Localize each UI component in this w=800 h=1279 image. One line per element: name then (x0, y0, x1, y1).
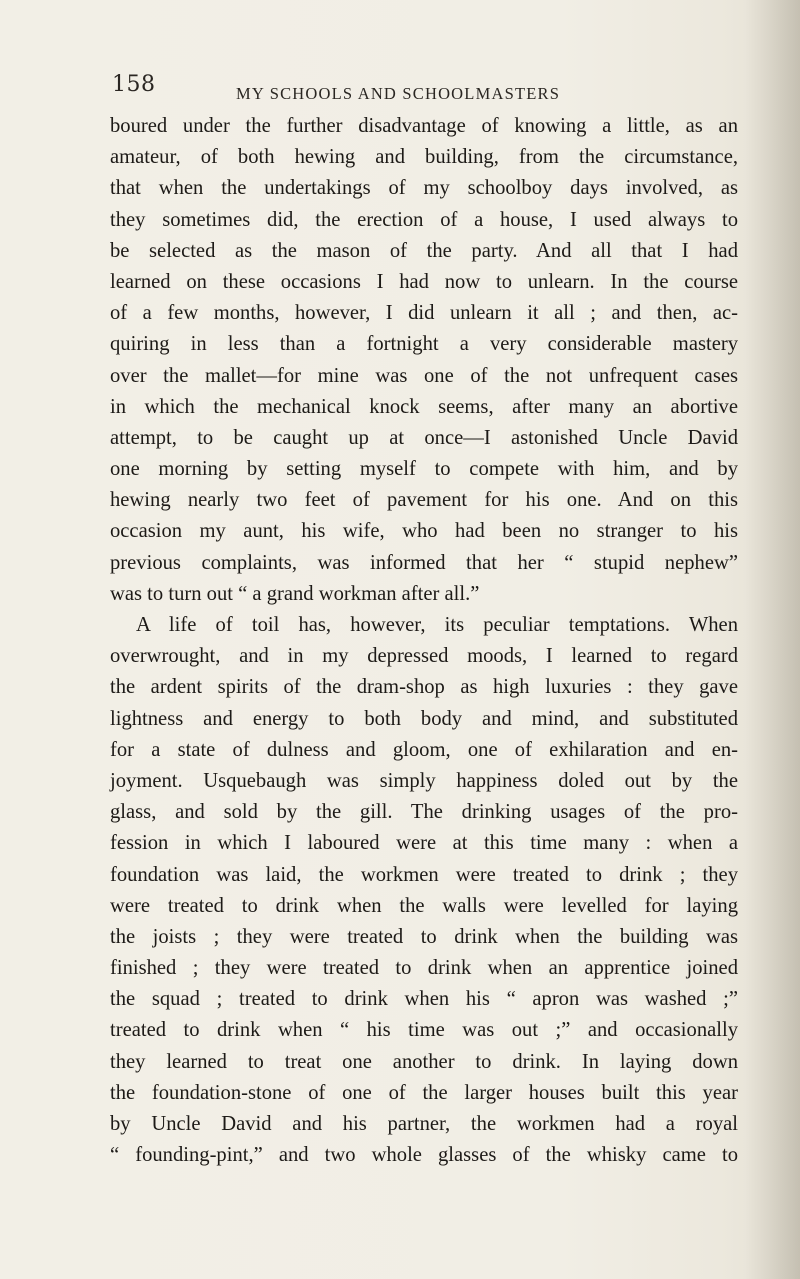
text-line: was to turn out “ a grand workman after all.” (110, 582, 480, 605)
page-edge-shadow (745, 0, 800, 1279)
text-line: previous complaints, was informed that her “ stupid nephew” (110, 551, 738, 574)
text-line: the foundation-stone of one of the larger houses built this year (110, 1081, 738, 1104)
text-line: for a state of dulness and gloom, one of exhilaration and en- (110, 738, 738, 761)
text-line: one morning by setting myself to compete with him, and by (110, 458, 738, 481)
text-line: the ardent spirits of the dram-shop as high luxuries : they gave (110, 676, 738, 699)
text-line: A life of toil has, however, its peculiar temptations. When (136, 614, 738, 636)
text-line: in which the mechanical knock seems, after many an abortive (110, 395, 738, 418)
text-line: fession in which I laboured were at this time many : when a (110, 832, 738, 855)
text-line: were treated to drink when the walls were levelled for laying (110, 894, 738, 917)
text-line: be selected as the mason of the party. And all that I had (110, 239, 738, 262)
text-line: lightness and energy to both body and mind, and substituted (110, 707, 738, 730)
text-line: joyment. Usquebaugh was simply happiness doled out by the (110, 769, 738, 792)
text-line: treated to drink when “ his time was out ;” and occasionally (110, 1019, 738, 1042)
text-line: finished ; they were treated to drink when an apprentice joined (110, 957, 738, 980)
text-line: quiring in less than a fortnight a very considerable mastery (110, 333, 738, 356)
page-number: 158 (112, 72, 156, 97)
text-line: glass, and sold by the gill. The drinking usages of the pro- (110, 801, 738, 824)
text-line: they learned to treat one another to drink. In laying down (110, 1050, 738, 1073)
running-head: MY SCHOOLS AND SCHOOLMASTERS (236, 84, 561, 103)
text-line: the squad ; treated to drink when his “ apron was washed ;” (110, 988, 738, 1011)
text-line: attempt, to be caught up at once—I astonished Uncle David (110, 426, 738, 449)
text-line: amateur, of both hewing and building, from the circumstance, (110, 146, 738, 169)
text-line: the joists ; they were treated to drink when the building was (110, 925, 738, 948)
text-line: of a few months, however, I did unlearn it all ; and then, ac- (110, 302, 738, 325)
text-line: hewing nearly two feet of pavement for his one. And on this (110, 489, 738, 512)
text-line: that when the undertakings of my schoolboy days involved, as (110, 177, 738, 200)
text-line: occasion my aunt, his wife, who had been no stranger to his (110, 520, 738, 543)
text-line: boured under the further disadvantage of knowing a little, as an (110, 115, 738, 137)
text-line: learned on these occasions I had now to unlearn. In the course (110, 270, 738, 293)
text-line: they sometimes did, the erection of a house, I used always to (110, 208, 738, 231)
text-line: by Uncle David and his partner, the workmen had a royal (110, 1113, 738, 1135)
text-line: “ founding-pint,” and two whole glasses of the whisky came to (110, 1144, 738, 1167)
text-line: overwrought, and in my depressed moods, I learned to regard (110, 645, 738, 668)
body-text (110, 111, 738, 1171)
text-line: foundation was laid, the workmen were treated to drink ; they (110, 863, 738, 886)
text-line: over the mallet—for mine was one of the not unfrequent cases (110, 364, 738, 387)
